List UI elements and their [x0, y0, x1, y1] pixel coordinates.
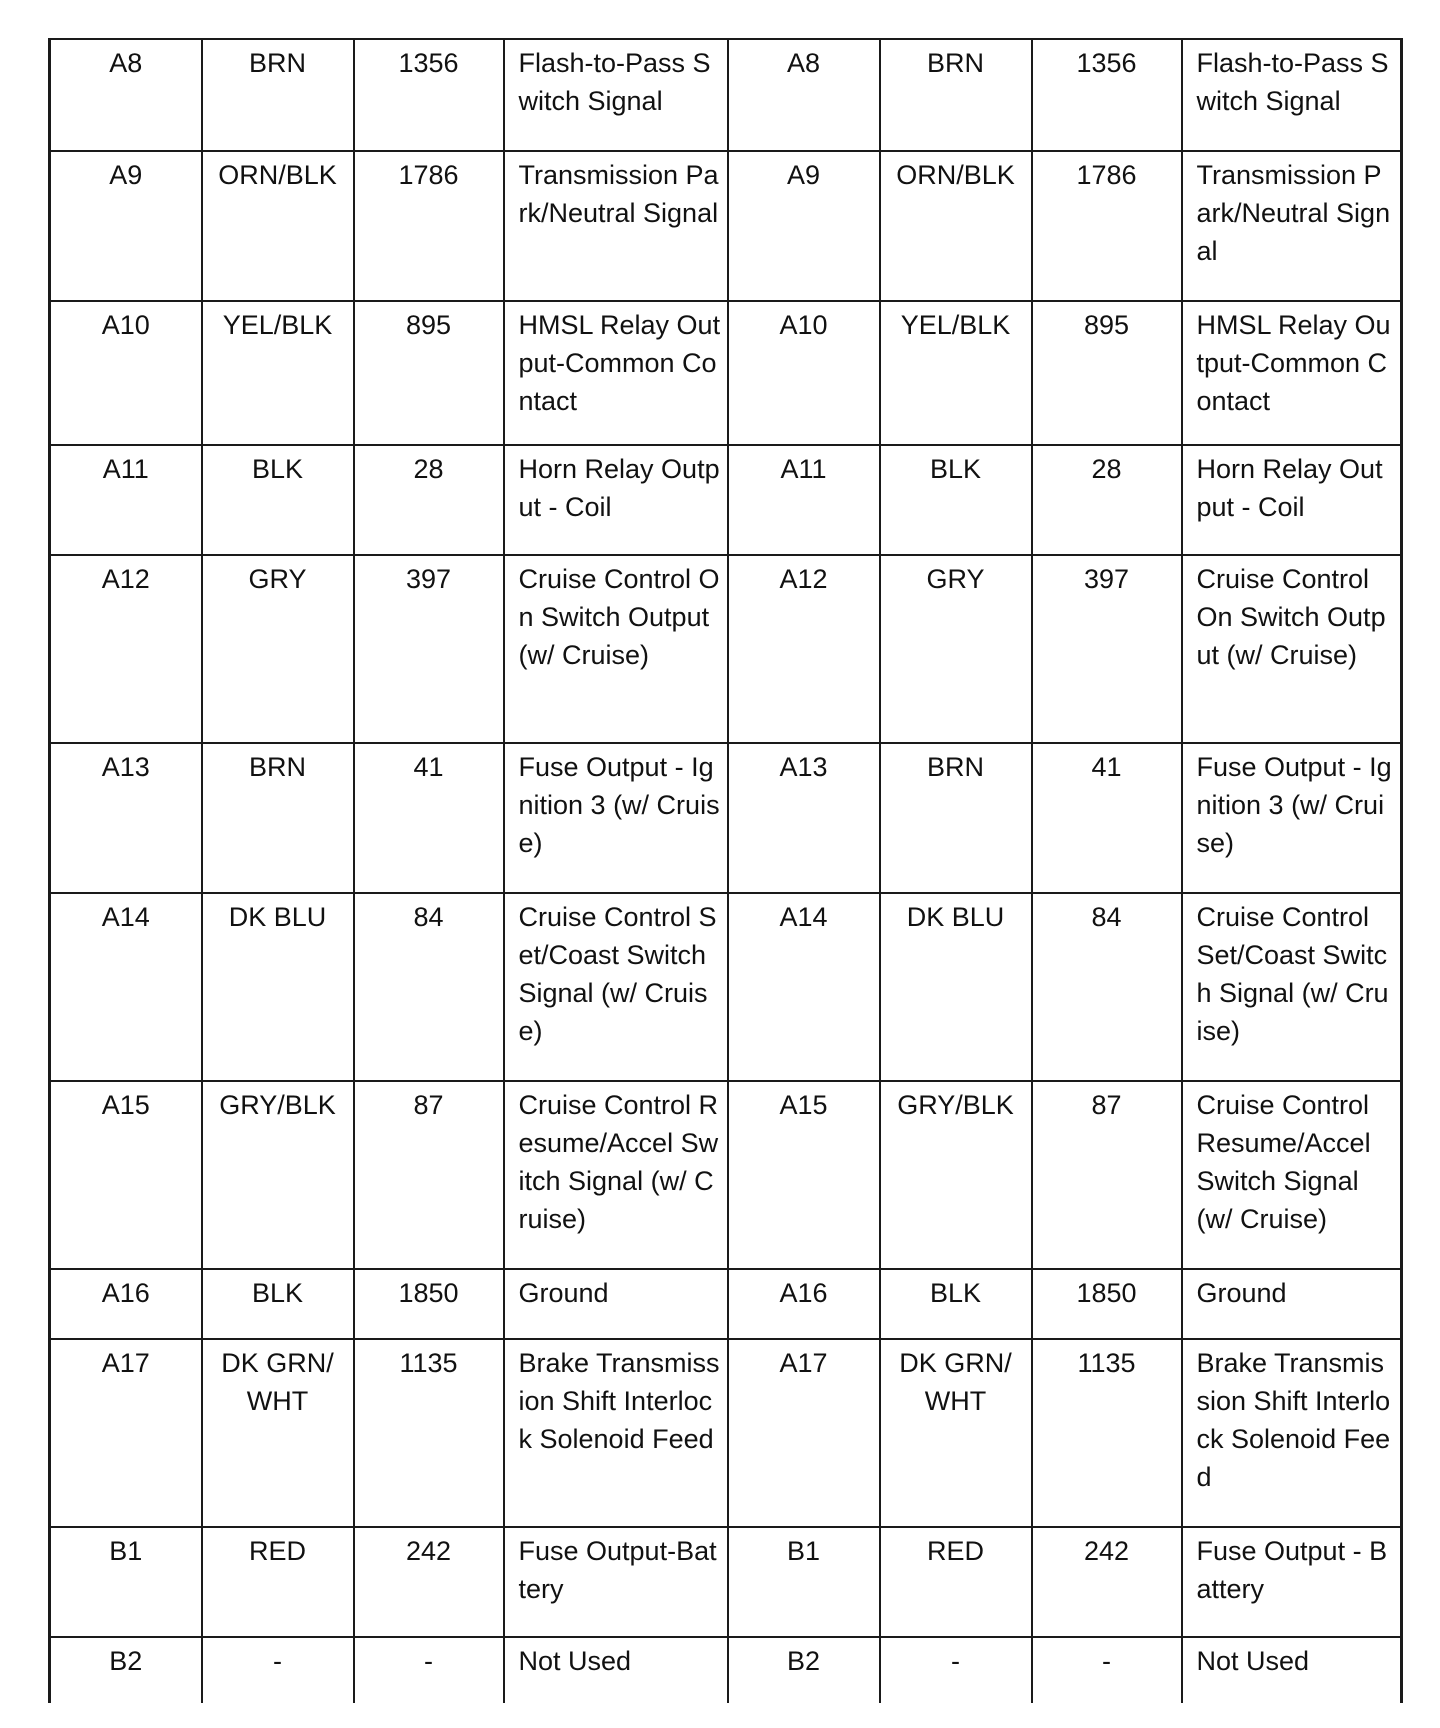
right-circuit-number-cell: 41: [1032, 743, 1182, 893]
table-row: [50, 39, 1402, 151]
right-pin-cell: A14: [728, 893, 880, 1081]
right-circuit-number-cell: 242: [1032, 1527, 1182, 1637]
left-pin-cell: A15: [50, 1081, 202, 1269]
right-function-cell: Brake Transmission Shift Interlock Solenoid Feed: [1182, 1339, 1402, 1527]
left-wire-color-cell: -: [202, 1637, 354, 1703]
right-circuit-number-cell: 87: [1032, 1081, 1182, 1269]
left-function-cell: Fuse Output - Ignition 3 (w/ Cruise): [504, 743, 728, 893]
left-circuit-number-cell: -: [354, 1637, 504, 1703]
right-function-cell: Cruise Control On Switch Output (w/ Cruise): [1182, 555, 1402, 743]
left-function-cell: Not Used: [504, 1637, 728, 1703]
right-wire-color-cell: ORN/BLK: [880, 151, 1032, 301]
left-wire-color-cell: GRY: [202, 555, 354, 743]
table-row: [50, 301, 1402, 445]
left-circuit-number-cell: 1850: [354, 1269, 504, 1339]
right-function-cell: Fuse Output - Battery: [1182, 1527, 1402, 1637]
right-circuit-number-cell: 397: [1032, 555, 1182, 743]
right-wire-color-cell: GRY/BLK: [880, 1081, 1032, 1269]
left-function-cell: Brake Transmission Shift Interlock Solenoid Feed: [504, 1339, 728, 1527]
left-pin-cell: B2: [50, 1637, 202, 1703]
right-circuit-number-cell: 1786: [1032, 151, 1182, 301]
right-function-cell: Cruise Control Set/Coast Switch Signal (w/ Cruise): [1182, 893, 1402, 1081]
table-row: [50, 151, 1402, 301]
pinout-sheet: [48, 38, 1400, 1703]
right-pin-cell: A16: [728, 1269, 880, 1339]
left-wire-color-cell: ORN/BLK: [202, 151, 354, 301]
table-row: [50, 893, 1402, 1081]
right-pin-cell: A9: [728, 151, 880, 301]
left-function-cell: Flash-to-Pass Switch Signal: [504, 39, 728, 151]
right-pin-cell: B1: [728, 1527, 880, 1637]
right-wire-color-cell: GRY: [880, 555, 1032, 743]
right-function-cell: Cruise Control Resume/Accel Switch Signal (w/ Cruise): [1182, 1081, 1402, 1269]
left-pin-cell: A9: [50, 151, 202, 301]
right-wire-color-cell: RED: [880, 1527, 1032, 1637]
right-pin-cell: A10: [728, 301, 880, 445]
right-pin-cell: A17: [728, 1339, 880, 1527]
table-row: [50, 743, 1402, 893]
left-pin-cell: A8: [50, 39, 202, 151]
left-circuit-number-cell: 1135: [354, 1339, 504, 1527]
left-wire-color-cell: BRN: [202, 39, 354, 151]
left-wire-color-cell: GRY/BLK: [202, 1081, 354, 1269]
left-circuit-number-cell: 28: [354, 445, 504, 555]
table-row: [50, 1527, 1402, 1637]
right-wire-color-cell: DK GRN/WHT: [880, 1339, 1032, 1527]
left-wire-color-cell: BLK: [202, 1269, 354, 1339]
right-circuit-number-cell: 895: [1032, 301, 1182, 445]
left-pin-cell: A13: [50, 743, 202, 893]
left-pin-cell: A10: [50, 301, 202, 445]
left-wire-color-cell: BRN: [202, 743, 354, 893]
left-pin-cell: A14: [50, 893, 202, 1081]
right-pin-cell: A13: [728, 743, 880, 893]
left-circuit-number-cell: 41: [354, 743, 504, 893]
left-function-cell: Transmission Park/Neutral Signal: [504, 151, 728, 301]
left-function-cell: HMSL Relay Output-Common Contact: [504, 301, 728, 445]
left-circuit-number-cell: 1786: [354, 151, 504, 301]
right-pin-cell: A11: [728, 445, 880, 555]
right-function-cell: Fuse Output - Ignition 3 (w/ Cruise): [1182, 743, 1402, 893]
table-row: [50, 1339, 1402, 1527]
right-circuit-number-cell: 1356: [1032, 39, 1182, 151]
left-function-cell: Cruise Control Resume/Accel Switch Signal (w/ Cruise): [504, 1081, 728, 1269]
right-wire-color-cell: -: [880, 1637, 1032, 1703]
right-circuit-number-cell: 28: [1032, 445, 1182, 555]
right-function-cell: HMSL Relay Output-Common Contact: [1182, 301, 1402, 445]
left-pin-cell: A12: [50, 555, 202, 743]
right-pin-cell: A12: [728, 555, 880, 743]
left-function-cell: Cruise Control Set/Coast Switch Signal (w/ Cruise): [504, 893, 728, 1081]
left-circuit-number-cell: 242: [354, 1527, 504, 1637]
table-row: [50, 1269, 1402, 1339]
left-pin-cell: A11: [50, 445, 202, 555]
table-row: [50, 555, 1402, 743]
table-row: [50, 1637, 1402, 1703]
right-circuit-number-cell: 84: [1032, 893, 1182, 1081]
right-circuit-number-cell: 1850: [1032, 1269, 1182, 1339]
left-function-cell: Cruise Control On Switch Output (w/ Cruise): [504, 555, 728, 743]
left-pin-cell: B1: [50, 1527, 202, 1637]
right-function-cell: Transmission Park/Neutral Signal: [1182, 151, 1402, 301]
connector-pinout-table: [48, 38, 1403, 1703]
left-pin-cell: A16: [50, 1269, 202, 1339]
right-wire-color-cell: BRN: [880, 39, 1032, 151]
left-pin-cell: A17: [50, 1339, 202, 1527]
right-circuit-number-cell: -: [1032, 1637, 1182, 1703]
right-wire-color-cell: DK BLU: [880, 893, 1032, 1081]
left-circuit-number-cell: 87: [354, 1081, 504, 1269]
right-wire-color-cell: BRN: [880, 743, 1032, 893]
left-wire-color-cell: DK GRN/WHT: [202, 1339, 354, 1527]
left-circuit-number-cell: 1356: [354, 39, 504, 151]
right-function-cell: Flash-to-Pass Switch Signal: [1182, 39, 1402, 151]
left-circuit-number-cell: 84: [354, 893, 504, 1081]
right-circuit-number-cell: 1135: [1032, 1339, 1182, 1527]
left-wire-color-cell: RED: [202, 1527, 354, 1637]
left-wire-color-cell: DK BLU: [202, 893, 354, 1081]
left-circuit-number-cell: 895: [354, 301, 504, 445]
left-wire-color-cell: BLK: [202, 445, 354, 555]
left-circuit-number-cell: 397: [354, 555, 504, 743]
left-function-cell: Ground: [504, 1269, 728, 1339]
table-row: [50, 1081, 1402, 1269]
right-wire-color-cell: YEL/BLK: [880, 301, 1032, 445]
left-function-cell: Horn Relay Output - Coil: [504, 445, 728, 555]
right-function-cell: Horn Relay Output - Coil: [1182, 445, 1402, 555]
table-row: [50, 445, 1402, 555]
left-wire-color-cell: YEL/BLK: [202, 301, 354, 445]
right-function-cell: Ground: [1182, 1269, 1402, 1339]
right-wire-color-cell: BLK: [880, 1269, 1032, 1339]
right-function-cell: Not Used: [1182, 1637, 1402, 1703]
right-pin-cell: A8: [728, 39, 880, 151]
right-wire-color-cell: BLK: [880, 445, 1032, 555]
right-pin-cell: B2: [728, 1637, 880, 1703]
left-function-cell: Fuse Output-Battery: [504, 1527, 728, 1637]
right-pin-cell: A15: [728, 1081, 880, 1269]
